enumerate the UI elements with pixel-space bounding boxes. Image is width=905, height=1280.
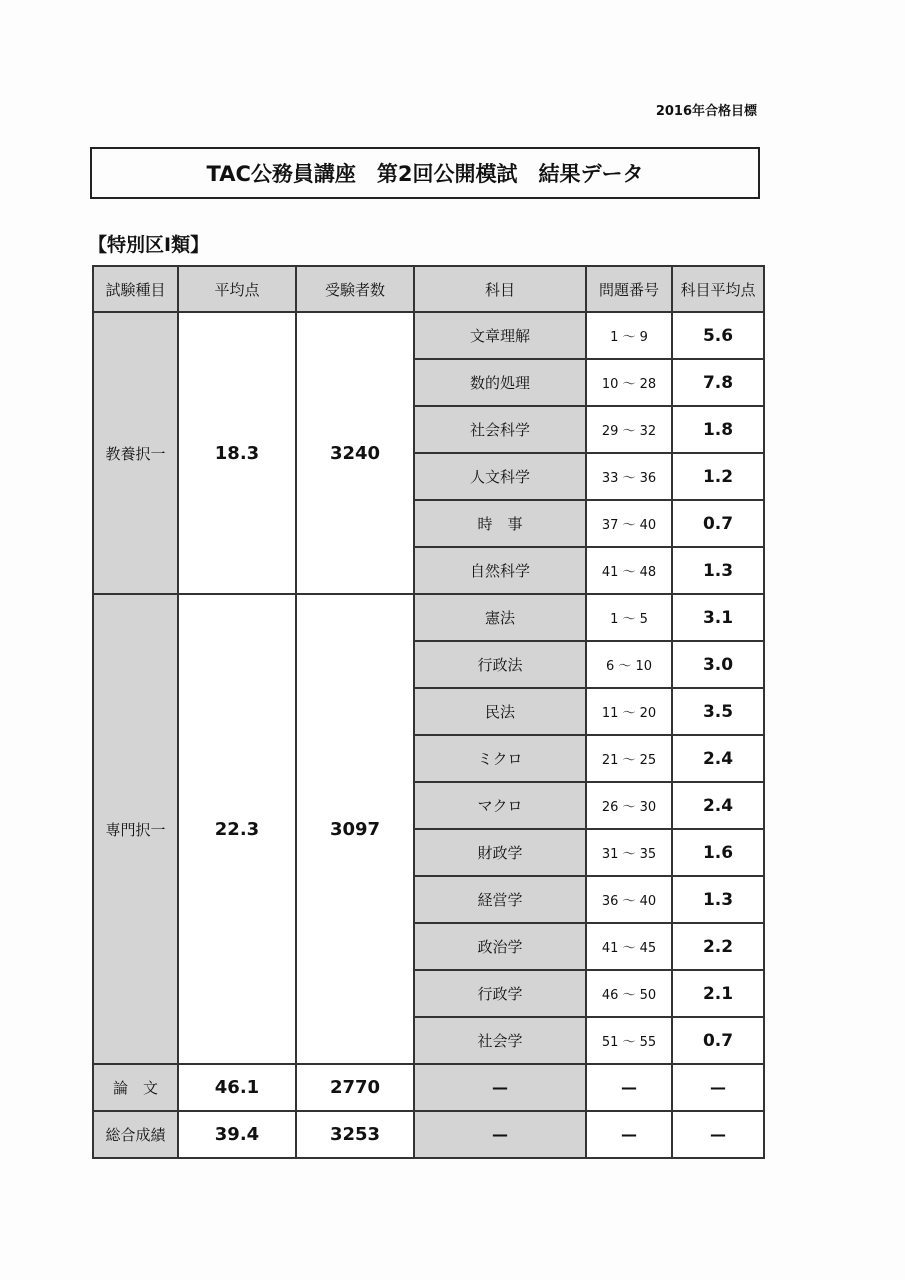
average-cell: 22.3 <box>178 594 296 1064</box>
subject-average-cell: 1.3 <box>672 547 764 594</box>
examinees-cell: 3097 <box>296 594 414 1064</box>
subject-cell: 行政法 <box>414 641 586 688</box>
subject-average-cell: — <box>672 1064 764 1111</box>
subject-cell: 人文科学 <box>414 453 586 500</box>
subject-average-cell: 1.2 <box>672 453 764 500</box>
question-range-cell: 37 ～ 40 <box>586 500 672 547</box>
question-range-cell: 51 ～ 55 <box>586 1017 672 1064</box>
subject-average-cell: 1.8 <box>672 406 764 453</box>
target-year-note: 2016年合格目標 <box>655 104 757 119</box>
examinees-cell: 2770 <box>296 1064 414 1111</box>
subject-cell: 民法 <box>414 688 586 735</box>
average-cell: 39.4 <box>178 1111 296 1158</box>
subject-cell: 政治学 <box>414 923 586 970</box>
subject-average-cell: — <box>672 1111 764 1158</box>
question-range-cell: 33 ～ 36 <box>586 453 672 500</box>
header-exam-type: 試験種目 <box>93 266 178 312</box>
question-range-cell: 41 ～ 48 <box>586 547 672 594</box>
subject-average-cell: 3.0 <box>672 641 764 688</box>
question-range-cell: 10 ～ 28 <box>586 359 672 406</box>
question-range-cell: 1 ～ 9 <box>586 312 672 359</box>
table-row <box>93 312 764 359</box>
subject-cell: — <box>414 1111 586 1158</box>
results-table <box>92 265 765 1159</box>
question-range-cell: 26 ～ 30 <box>586 782 672 829</box>
exam-type-cell: 論 文 <box>93 1064 178 1111</box>
subject-cell: マクロ <box>414 782 586 829</box>
question-range-cell: — <box>586 1064 672 1111</box>
subject-cell: 行政学 <box>414 970 586 1017</box>
subject-cell: 憲法 <box>414 594 586 641</box>
question-range-cell: — <box>586 1111 672 1158</box>
subject-average-cell: 2.2 <box>672 923 764 970</box>
subject-cell: 財政学 <box>414 829 586 876</box>
average-cell: 18.3 <box>178 312 296 594</box>
subject-cell: ミクロ <box>414 735 586 782</box>
question-range-cell: 11 ～ 20 <box>586 688 672 735</box>
average-cell: 46.1 <box>178 1064 296 1111</box>
section-heading: 【特別区Ⅰ類】 <box>88 234 210 256</box>
subject-average-cell: 2.4 <box>672 782 764 829</box>
exam-type-cell: 専門択一 <box>93 594 178 1064</box>
subject-average-cell: 0.7 <box>672 1017 764 1064</box>
question-range-cell: 31 ～ 35 <box>586 829 672 876</box>
question-range-cell: 21 ～ 25 <box>586 735 672 782</box>
question-range-cell: 46 ～ 50 <box>586 970 672 1017</box>
question-range-cell: 29 ～ 32 <box>586 406 672 453</box>
subject-average-cell: 1.6 <box>672 829 764 876</box>
header-examinees: 受験者数 <box>296 266 414 312</box>
subject-cell: 数的処理 <box>414 359 586 406</box>
subject-average-cell: 2.1 <box>672 970 764 1017</box>
subject-cell: 時 事 <box>414 500 586 547</box>
header-question-number: 問題番号 <box>586 266 672 312</box>
question-range-cell: 1 ～ 5 <box>586 594 672 641</box>
header-average: 平均点 <box>178 266 296 312</box>
summary-row-essay <box>93 1064 764 1111</box>
subject-cell: 社会科学 <box>414 406 586 453</box>
table-header-row <box>93 266 764 312</box>
subject-average-cell: 1.3 <box>672 876 764 923</box>
summary-row-total <box>93 1111 764 1158</box>
subject-cell: 自然科学 <box>414 547 586 594</box>
subject-average-cell: 5.6 <box>672 312 764 359</box>
subject-average-cell: 2.4 <box>672 735 764 782</box>
subject-cell: 文章理解 <box>414 312 586 359</box>
table-row <box>93 594 764 641</box>
examinees-cell: 3240 <box>296 312 414 594</box>
subject-average-cell: 7.8 <box>672 359 764 406</box>
subject-cell: — <box>414 1064 586 1111</box>
exam-type-cell: 教養択一 <box>93 312 178 594</box>
question-range-cell: 41 ～ 45 <box>586 923 672 970</box>
question-range-cell: 36 ～ 40 <box>586 876 672 923</box>
header-subject: 科目 <box>414 266 586 312</box>
subject-average-cell: 0.7 <box>672 500 764 547</box>
examinees-cell: 3253 <box>296 1111 414 1158</box>
exam-type-cell: 総合成績 <box>93 1111 178 1158</box>
subject-cell: 経営学 <box>414 876 586 923</box>
subject-average-cell: 3.5 <box>672 688 764 735</box>
document-title: TAC公務員講座 第2回公開模試 結果データ <box>90 147 760 199</box>
subject-average-cell: 3.1 <box>672 594 764 641</box>
header-subject-average: 科目平均点 <box>672 266 764 312</box>
subject-cell: 社会学 <box>414 1017 586 1064</box>
question-range-cell: 6 ～ 10 <box>586 641 672 688</box>
